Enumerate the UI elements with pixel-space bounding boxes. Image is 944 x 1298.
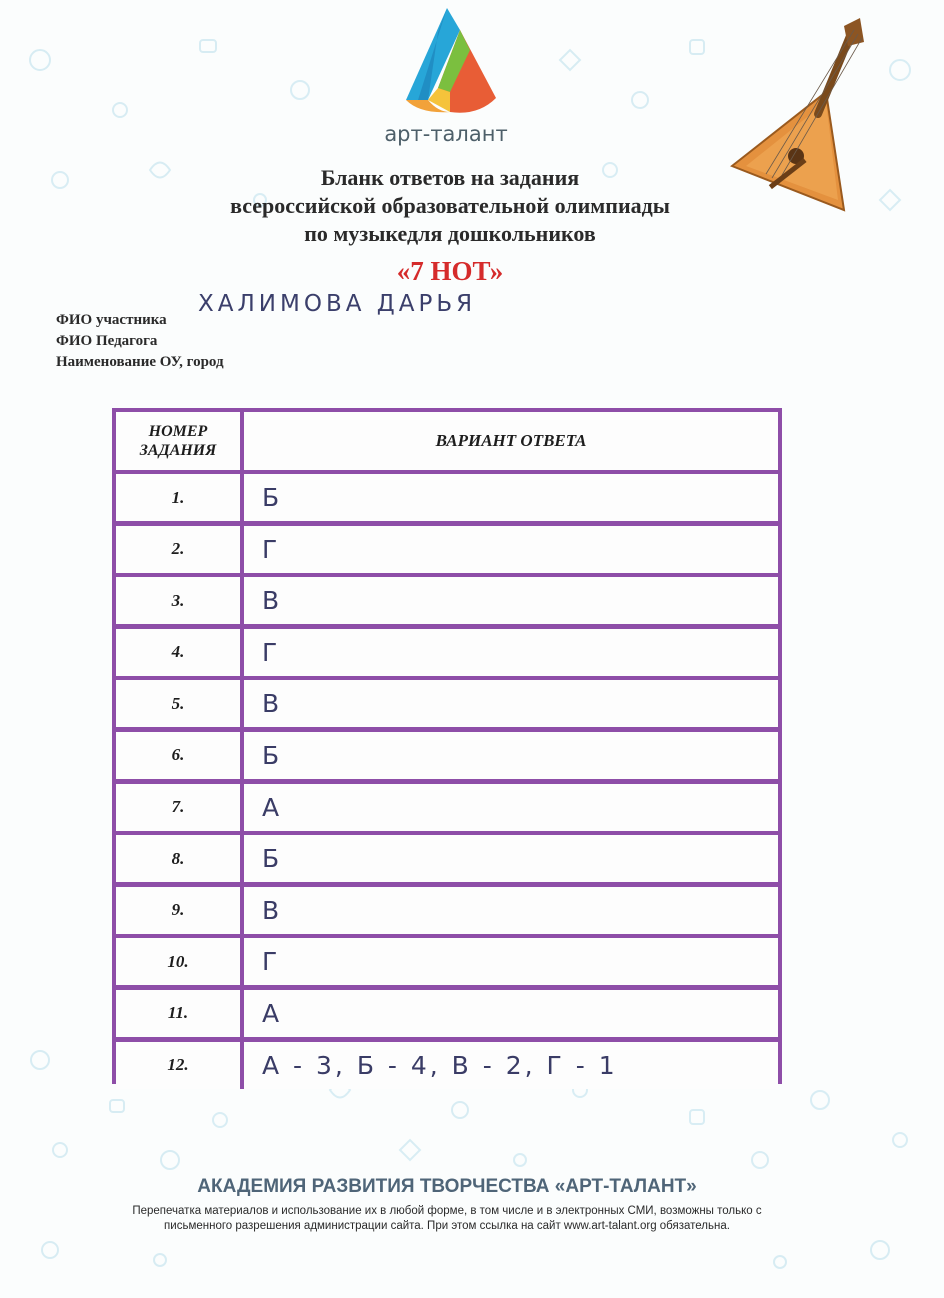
task-answer: Б — [244, 474, 778, 521]
table-row — [116, 577, 778, 624]
title-line-2: всероссийской образовательной олимпиады — [230, 193, 670, 218]
title-line-1: Бланк ответов на задания — [320, 165, 580, 190]
answer-rows — [116, 474, 778, 1089]
footer-note — [70, 1204, 824, 1234]
table-header-row — [116, 412, 778, 470]
task-number: 7. — [116, 784, 240, 831]
table-row — [116, 629, 778, 676]
footer-note-line-1: Перепечатка материалов и использование их в любой форме, в том числе и в электронных СМИ, возможны только с — [132, 1205, 762, 1217]
task-number: 3. — [116, 577, 240, 624]
task-answer: А - 3, Б - 4, В - 2, Г - 1 — [244, 1042, 778, 1089]
task-answer: А — [244, 784, 778, 831]
header-number-line-1: НОМЕР — [148, 423, 208, 440]
task-answer: Г — [244, 629, 778, 676]
table-row — [116, 526, 778, 573]
table-row — [116, 732, 778, 779]
title-line-3: по музыкедля дошкольников — [304, 221, 596, 246]
header-answer: ВАРИАНТ ОТВЕТА — [244, 412, 778, 470]
footer-note-line-2: письменного разрешения администрации сайта. При этом ссылка на сайт www.art-talant.org обязательна. — [164, 1220, 730, 1232]
art-talant-logo-icon — [398, 8, 496, 116]
task-answer: Б — [244, 732, 778, 779]
task-number: 8. — [116, 835, 240, 882]
teacher-label: ФИО Педагога — [56, 333, 158, 349]
table-row — [116, 474, 778, 521]
participant-label: ФИО участника — [56, 312, 167, 328]
task-number: 10. — [116, 938, 240, 985]
participant-row — [56, 291, 477, 331]
school-label: Наименование ОУ, город — [56, 354, 224, 370]
header-number-line-2: ЗАДАНИЯ — [139, 442, 217, 459]
task-answer: Г — [244, 938, 778, 985]
olympiad-name: «7 НОТ» — [396, 256, 504, 286]
participant-value: ХАЛИМОВА ДАРЬЯ — [198, 291, 477, 317]
table-row — [116, 938, 778, 985]
footer-title: АКАДЕМИЯ РАЗВИТИЯ ТВОРЧЕСТВА «АРТ-ТАЛАНТ» — [197, 1176, 697, 1197]
task-number: 5. — [116, 680, 240, 727]
teacher-row — [56, 331, 224, 352]
table-row — [116, 784, 778, 831]
task-answer: В — [244, 680, 778, 727]
task-answer: Г — [244, 526, 778, 573]
task-answer: А — [244, 990, 778, 1037]
task-number: 1. — [116, 474, 240, 521]
task-number: 2. — [116, 526, 240, 573]
task-number: 12. — [116, 1042, 240, 1089]
task-answer: В — [244, 577, 778, 624]
table-row — [116, 990, 778, 1037]
participant-info — [56, 291, 477, 373]
task-answer: Б — [244, 835, 778, 882]
brand-name: арт-талант — [384, 122, 508, 146]
answers-table — [112, 408, 782, 1084]
table-row — [116, 835, 778, 882]
task-number: 6. — [116, 732, 240, 779]
table-row — [116, 1042, 778, 1089]
table-row — [116, 887, 778, 934]
task-number: 11. — [116, 990, 240, 1037]
task-number: 4. — [116, 629, 240, 676]
task-answer: В — [244, 887, 778, 934]
sheet-title — [130, 164, 770, 248]
table-row — [116, 680, 778, 727]
header-number — [116, 412, 240, 470]
task-number: 9. — [116, 887, 240, 934]
school-row — [56, 352, 224, 373]
